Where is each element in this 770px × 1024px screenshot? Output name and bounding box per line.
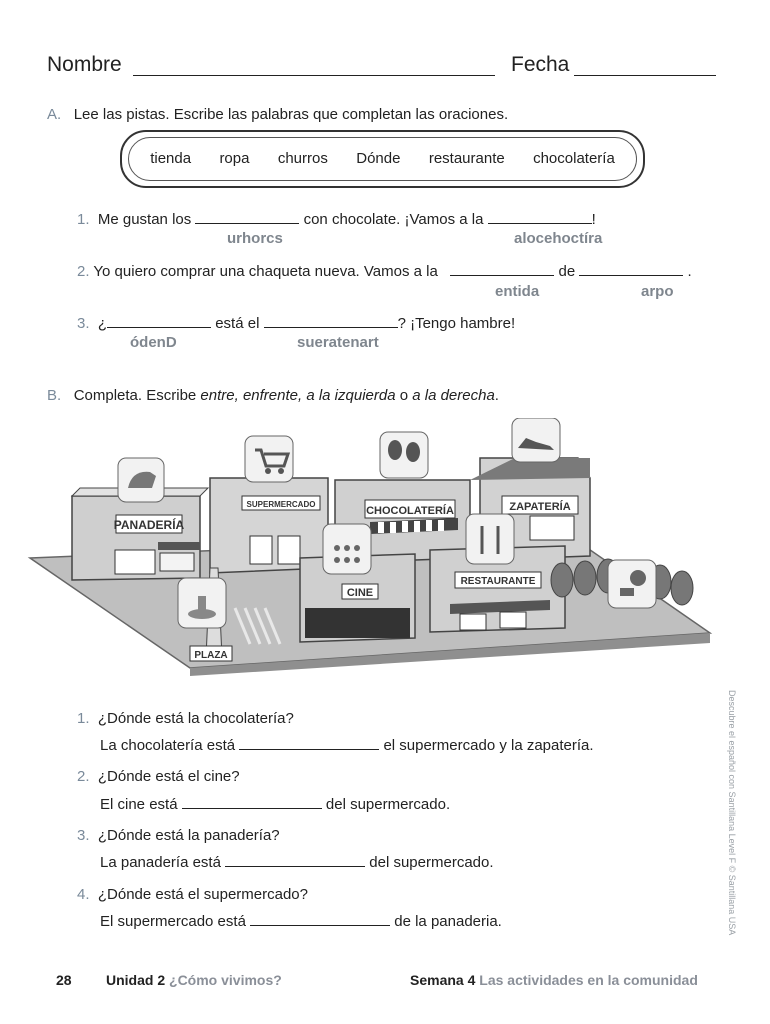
hint-scrambled: sueratenart bbox=[297, 334, 379, 351]
word-bank-item: tienda bbox=[150, 150, 192, 167]
word-bank bbox=[120, 130, 645, 188]
footer-unit: Unidad 2 ¿Cómo vivimos? bbox=[106, 972, 282, 988]
page-number: 28 bbox=[56, 972, 72, 988]
word-bank-item: ropa bbox=[219, 150, 250, 167]
name-field[interactable] bbox=[133, 52, 495, 76]
hint-scrambled: entida bbox=[495, 283, 540, 300]
hint-scrambled: alocehoctíra bbox=[514, 230, 603, 247]
fork-knife-icon bbox=[466, 514, 514, 564]
zapateria-label: ZAPATERÍA bbox=[509, 501, 571, 513]
shoe-icon bbox=[512, 418, 560, 462]
a-item-2: 2. Yo quiero comprar una chaqueta nueva. Vamos a la de . bbox=[77, 263, 692, 280]
word-bank-item: Dónde bbox=[356, 150, 401, 167]
footer-week: Semana 4 Las actividades en la comunidad bbox=[410, 972, 698, 988]
a-item-3: 3. ¿ está el ? ¡Tengo hambre! bbox=[77, 315, 516, 332]
a-item-1: 1. Me gustan los con chocolate. ¡Vamos a la ! bbox=[77, 211, 596, 228]
b-question-1: 1. ¿Dónde está la chocolatería? bbox=[77, 710, 294, 727]
b-answer-2: El cine está del supermercado. bbox=[100, 796, 451, 813]
hint-scrambled: urhorcs bbox=[227, 230, 283, 247]
restaurante-label: RESTAURANTE bbox=[460, 576, 536, 587]
answer-blank[interactable] bbox=[488, 223, 592, 224]
fountain-icon bbox=[178, 578, 226, 628]
answer-blank[interactable] bbox=[579, 275, 683, 276]
panaderia-label: PANADERÍA bbox=[113, 518, 185, 532]
copyright-text: Descubre el español con Santillana Level F © Santillana USA bbox=[727, 690, 737, 936]
answer-blank[interactable] bbox=[450, 275, 554, 276]
name-label: Nombre bbox=[47, 53, 122, 76]
b-question-4: 4. ¿Dónde está el supermercado? bbox=[77, 886, 308, 903]
bread-icon bbox=[118, 458, 164, 502]
date-label: Fecha bbox=[511, 53, 570, 76]
section-a-instruction: A. Lee las pistas. Escribe las palabras que completan las oraciones. bbox=[47, 106, 509, 123]
town-illustration bbox=[10, 418, 730, 678]
answer-blank[interactable] bbox=[107, 327, 211, 328]
hint-scrambled: arpo bbox=[641, 283, 674, 300]
answer-blank[interactable] bbox=[182, 808, 322, 809]
answer-blank[interactable] bbox=[239, 749, 379, 750]
b-question-2: 2. ¿Dónde está el cine? bbox=[77, 768, 240, 785]
chocolateria-label: CHOCOLATERÍA bbox=[366, 505, 454, 517]
supermercado-label: SUPERMERCADO bbox=[246, 500, 316, 509]
movie-icon bbox=[323, 524, 371, 574]
b-answer-1: La chocolatería está el supermercado y la zapatería. bbox=[100, 737, 594, 754]
word-bank-item: chocolatería bbox=[533, 150, 615, 167]
word-bank-item: restaurante bbox=[428, 150, 505, 167]
b-answer-3: La panadería está del supermercado. bbox=[100, 854, 494, 871]
answer-blank[interactable] bbox=[195, 223, 299, 224]
section-b-instruction: B. Completa. Escribe entre, enfrente, a la izquierda o a la derecha. bbox=[47, 387, 499, 404]
date-field[interactable] bbox=[574, 52, 716, 76]
b-answer-4: El supermercado está de la panaderia. bbox=[100, 913, 502, 930]
answer-blank[interactable] bbox=[225, 866, 365, 867]
b-question-3: 3. ¿Dónde está la panadería? bbox=[77, 827, 280, 844]
answer-blank[interactable] bbox=[264, 327, 398, 328]
park-icon bbox=[608, 560, 656, 608]
hint-scrambled: ódenD bbox=[130, 334, 177, 351]
plaza-label: PLAZA bbox=[194, 650, 228, 661]
answer-blank[interactable] bbox=[250, 925, 390, 926]
word-bank-item: churros bbox=[277, 150, 328, 167]
cine-label: CINE bbox=[346, 587, 374, 599]
cart-icon bbox=[245, 436, 293, 482]
ice-cream-icon bbox=[380, 432, 428, 478]
